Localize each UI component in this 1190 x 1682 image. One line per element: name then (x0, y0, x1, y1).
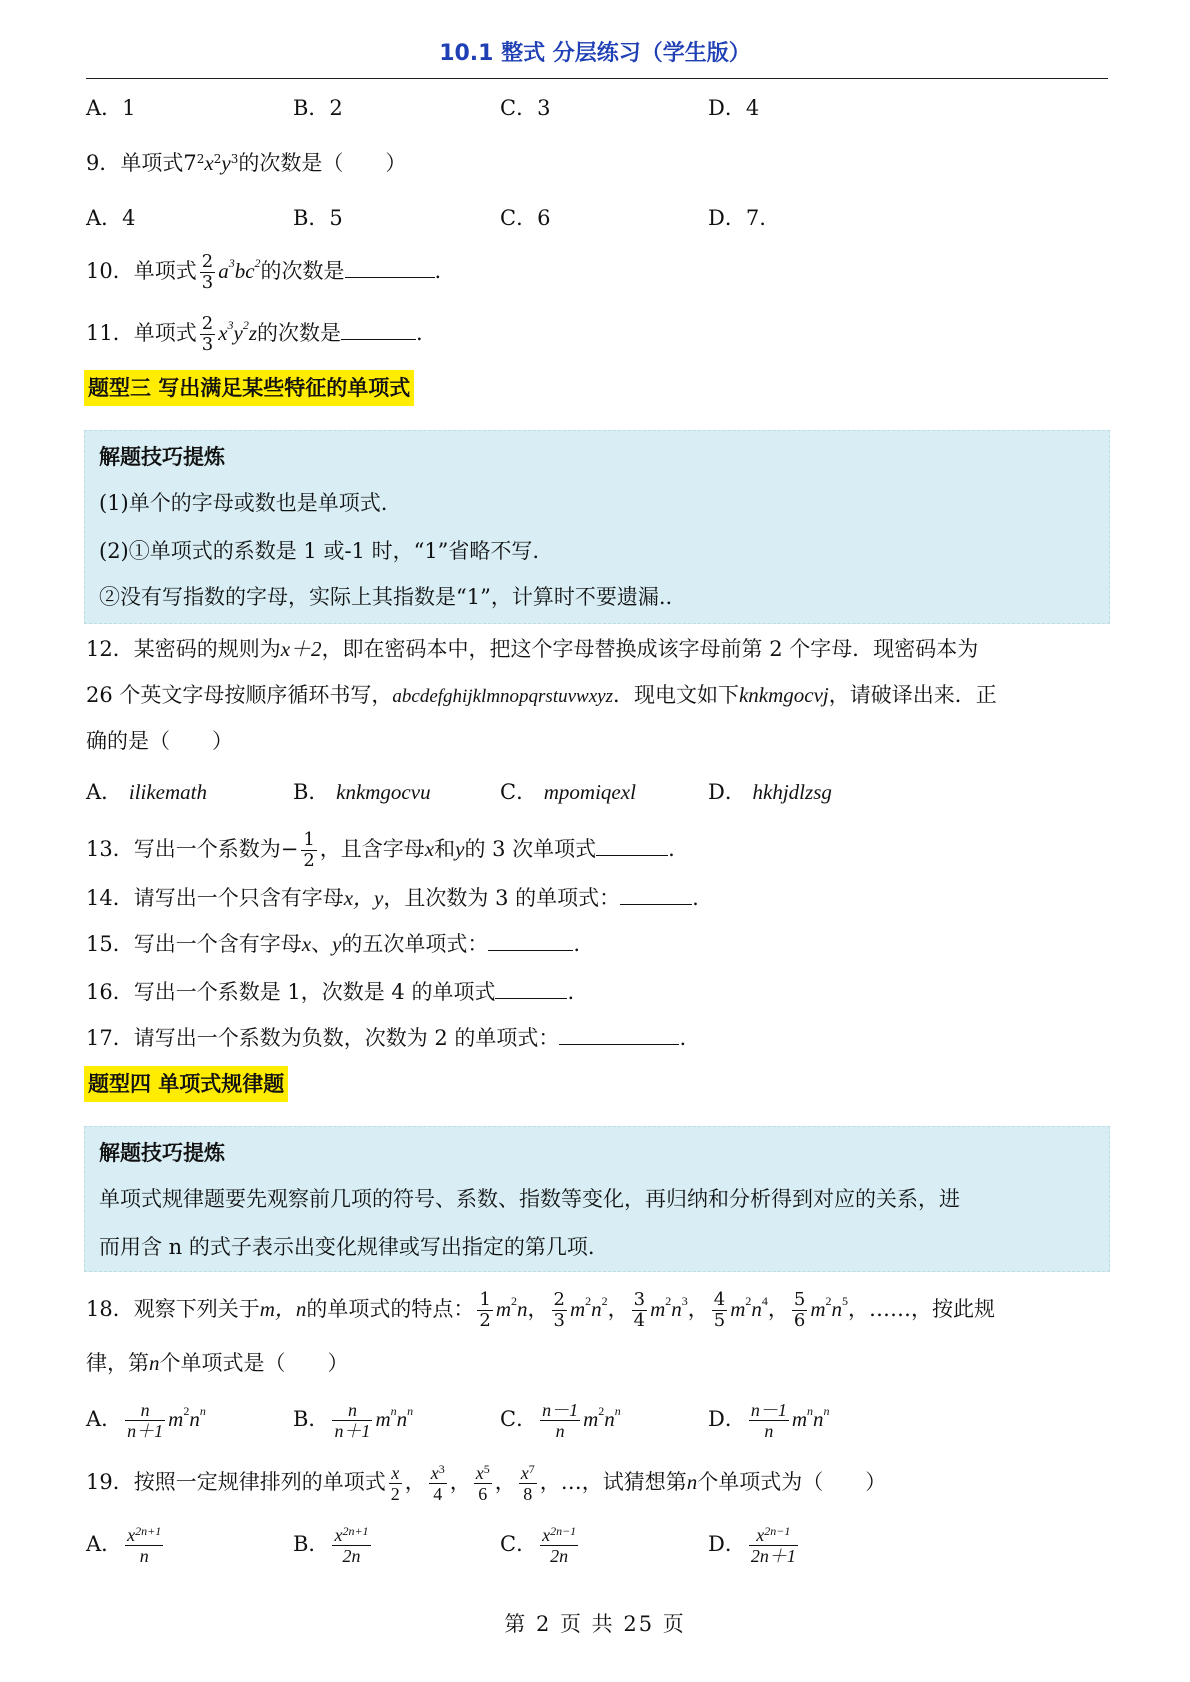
q13-end: . (668, 837, 675, 861)
q18-term-4-coef: $\frac{4}{5}$ (713, 1289, 726, 1331)
q12-option-d: D． hkhjdlzsg (708, 780, 832, 804)
q18-term-4-vars: $m^2n^4$ (730, 1294, 768, 1321)
q18-term-5-coef: $\frac{5}{6}$ (793, 1289, 806, 1331)
q9-number: 9． (86, 151, 121, 175)
q13-text-c: 和 (434, 837, 456, 861)
question-18-line-2 (86, 1348, 349, 1378)
q18-text-c: ，……，按此规 (848, 1297, 996, 1321)
q18-term-3-vars: $m^2n^3$ (650, 1294, 688, 1321)
q13-text-d: 的 3 次单项式 (464, 837, 597, 861)
tip-3-title: 解题技巧提炼 (99, 445, 225, 469)
q12-option-c: C． mpomiqexl (500, 780, 636, 804)
q9-option-c: C．6 (500, 206, 551, 230)
question-11 (86, 314, 423, 355)
question-10 (86, 252, 441, 293)
q8-option-b: B．2 (293, 96, 343, 120)
q18-text-a: 18．观察下列关于 (86, 1297, 260, 1321)
q18-term-1-coef: $\frac{1}{2}$ (479, 1289, 491, 1331)
q19-text-a: 19．按照一定规律排列的单项式 (86, 1470, 386, 1494)
q11-end: . (416, 321, 423, 345)
q9-option-b: B．5 (293, 206, 343, 230)
q14-text-b: ，且次数为 3 的单项式： (383, 886, 621, 910)
q19-term-2: $\frac{x^3}{4}$ (430, 1462, 445, 1504)
q15-text-b: 的五次单项式： (341, 932, 489, 956)
q15-x: x (301, 932, 312, 956)
q13-x: x (424, 837, 435, 861)
q11-fraction: $\frac{2}{3}$ (201, 313, 214, 355)
q13-answer-blank[interactable] (596, 833, 668, 856)
q17-answer-blank[interactable] (559, 1022, 679, 1045)
q18-n: n (149, 1351, 160, 1375)
q9-pre: 单项式 (120, 151, 184, 175)
q9-expression: $7^2x^2y^3$ (183, 151, 239, 175)
tip-3-line-3: ②没有写指数的字母，实际上其指数是“1”，计算时不要遗漏.. (99, 585, 673, 609)
q17-end: . (679, 1026, 687, 1050)
q8-option-d: D．4 (708, 96, 760, 120)
q19-option-b: B． $\frac{x^{2n+1}}{2n}$ (293, 1524, 369, 1566)
question-12-line-2 (86, 680, 997, 712)
question-15 (86, 928, 580, 959)
header-divider (86, 78, 1108, 79)
q18-term-5-vars: $m^2n^5$ (810, 1294, 849, 1321)
page-footer: 第 2 页 共 25 页 (504, 1612, 686, 1636)
q12-text-b: ，即在密码本中，把这个字母替换成该字母前第 2 个字母．现密码本为 (321, 637, 979, 661)
q18-option-d: D． $\frac{n-1}{n}$ $m^nn^n$ (708, 1400, 830, 1441)
question-16 (86, 976, 574, 1007)
q19-text-c: 个单项式为（ ） (697, 1470, 887, 1494)
q15-end: . (573, 932, 581, 956)
q19-term-4: $\frac{x^7}{8}$ (520, 1462, 535, 1504)
page-header-title: 10.1 整式 分层练习（学生版） (439, 41, 751, 66)
q19-option-a: A． $\frac{x^{2n+1}}{n}$ (86, 1524, 162, 1566)
q16-answer-blank[interactable] (495, 976, 567, 999)
q12-option-a: A． ilikemath (86, 780, 208, 804)
q13-text-a: 13．写出一个系数为 (86, 837, 281, 861)
q10-expression: $a^3bc^2$ (218, 256, 261, 283)
q12-text-d: ．现电文如下 (612, 683, 739, 707)
q13-minus: − (280, 837, 299, 861)
q15-answer-blank[interactable] (488, 928, 573, 951)
q10-post: 的次数是 (260, 259, 345, 283)
q18-text-e: 个单项式是（ ） (159, 1351, 349, 1375)
section-3-heading: 题型三 写出满足某些特征的单项式 (84, 370, 414, 406)
question-12-line-1 (86, 634, 978, 664)
q19-option-d: D． $\frac{x^{2n-1}}{2n+1}$ (708, 1524, 796, 1566)
q14-end: . (692, 886, 699, 910)
q14-text-a: 14．请写出一个只含有字母 (86, 886, 344, 910)
q11-number: 11． (86, 321, 134, 345)
question-14 (86, 882, 699, 913)
q11-post: 的次数是 (257, 321, 342, 345)
q10-pre: 单项式 (133, 259, 197, 283)
q12-text-c: 26 个英文字母按顺序循环书写， (86, 683, 393, 707)
q8-option-c: C．3 (500, 96, 551, 120)
q18-term-1-vars: $m^2n$ (495, 1294, 528, 1321)
question-13 (86, 830, 675, 871)
q19-n: n (686, 1470, 698, 1494)
q11-answer-blank[interactable] (341, 317, 416, 340)
q12-alphabet: abcdefghijklmnopqrstuvwxyz (392, 686, 613, 707)
q15-text-a: 15．写出一个含有字母 (86, 932, 302, 956)
q13-fraction: $\frac{1}{2}$ (303, 829, 315, 871)
tip-3-line-2: (2)①单项式的系数是 1 或-1 时，“1”省略不写. (99, 539, 540, 563)
q16-end: . (567, 980, 575, 1004)
q8-option-a: A．1 (86, 96, 136, 120)
q12-text-a: 12．某密码的规则为 (86, 637, 281, 661)
q14-vars: x，y (343, 886, 384, 910)
q18-text-d: 律，第 (86, 1351, 149, 1375)
q12-rule-expression: x＋2 (280, 637, 322, 661)
q19-text-b: ，…，试猜想第 (539, 1470, 687, 1494)
q18-text-b: 的单项式的特点： (306, 1297, 475, 1321)
q9-post: 的次数是（ ） (238, 151, 407, 175)
q19-option-c: C． $\frac{x^{2n-1}}{2n}$ (500, 1524, 577, 1566)
q19-term-1: $\frac{x}{2}$ (390, 1463, 400, 1504)
question-18: 18．观察下列关于m，n的单项式的特点： $\frac{1}{2}$ $m^2n$， $\frac{2}{3}$ $m^2n^2$， $\frac{3}{4}$ $m^2n^3$， $\frac{4}{5}$ $m^2n^4$， $\frac{5}{6}$ $m^2n^5$，……，按此规 (86, 1289, 996, 1331)
q12-code: knkmgocvj (738, 683, 829, 707)
q18-vars: m，n (259, 1297, 307, 1321)
tip-box-4 (84, 1126, 1110, 1272)
tip-box-3 (84, 430, 1110, 624)
q18-option-c: C． $\frac{n-1}{n}$ $m^2n^n$ (500, 1400, 621, 1441)
q13-text-b: ，且含字母 (319, 837, 425, 861)
question-17 (86, 1022, 686, 1053)
q16-text: 16．写出一个系数是 1，次数是 4 的单项式 (86, 980, 496, 1004)
q12-option-b: B． knkmgocvu (293, 780, 431, 804)
q9-option-d: D．7. (708, 206, 766, 230)
q11-pre: 单项式 (133, 321, 197, 345)
q10-fraction: $\frac{2}{3}$ (201, 251, 214, 293)
q18-term-2-vars: $m^2n^2$ (569, 1294, 608, 1321)
q10-answer-blank[interactable] (345, 255, 435, 278)
question-12-line-3: 确的是（ ） (86, 729, 233, 753)
question-9 (86, 148, 406, 178)
q13-y: y (455, 837, 465, 861)
q14-answer-blank[interactable] (620, 882, 692, 905)
q11-expression: $x^3y^2z$ (218, 318, 258, 345)
tip-4-line-2: 而用含 n 的式子表示出变化规律或写出指定的第几项. (99, 1235, 595, 1259)
tip-4-title: 解题技巧提炼 (99, 1141, 225, 1165)
tip-3-line-1: (1)单个的字母或数也是单项式. (99, 491, 388, 515)
q19-term-3: $\frac{x^5}{6}$ (475, 1462, 490, 1504)
tip-4-line-1: 单项式规律题要先观察前几项的符号、系数、指数等变化，再归纳和分析得到对应的关系，进 (99, 1187, 960, 1211)
q18-option-a: A． $\frac{n}{n+1}$ $m^2n^n$ (86, 1400, 206, 1441)
q17-text: 17．请写出一个系数为负数，次数为 2 的单项式： (86, 1026, 560, 1050)
q12-text-e: ，请破译出来．正 (828, 683, 997, 707)
section-4-heading: 题型四 单项式规律题 (84, 1066, 288, 1102)
q18-term-3-coef: $\frac{3}{4}$ (633, 1289, 646, 1331)
q10-number: 10． (86, 259, 134, 283)
q18-option-b: B． $\frac{n}{n+1}$ $m^nn^n$ (293, 1400, 414, 1441)
q9-option-a: A．4 (86, 206, 136, 230)
q10-end: . (434, 259, 442, 283)
q18-term-2-coef: $\frac{2}{3}$ (553, 1289, 565, 1331)
question-19: 19．按照一定规律排列的单项式 $\frac{x}{2}$ ， $\frac{x^3}{4}$ ， $\frac{x^5}{6}$ ， $\frac{x^7}{8}$ ，…，试猜想第n个单项式为（ ） (86, 1462, 887, 1504)
q15-y: y (332, 932, 342, 956)
q15-sep: 、 (311, 932, 333, 956)
